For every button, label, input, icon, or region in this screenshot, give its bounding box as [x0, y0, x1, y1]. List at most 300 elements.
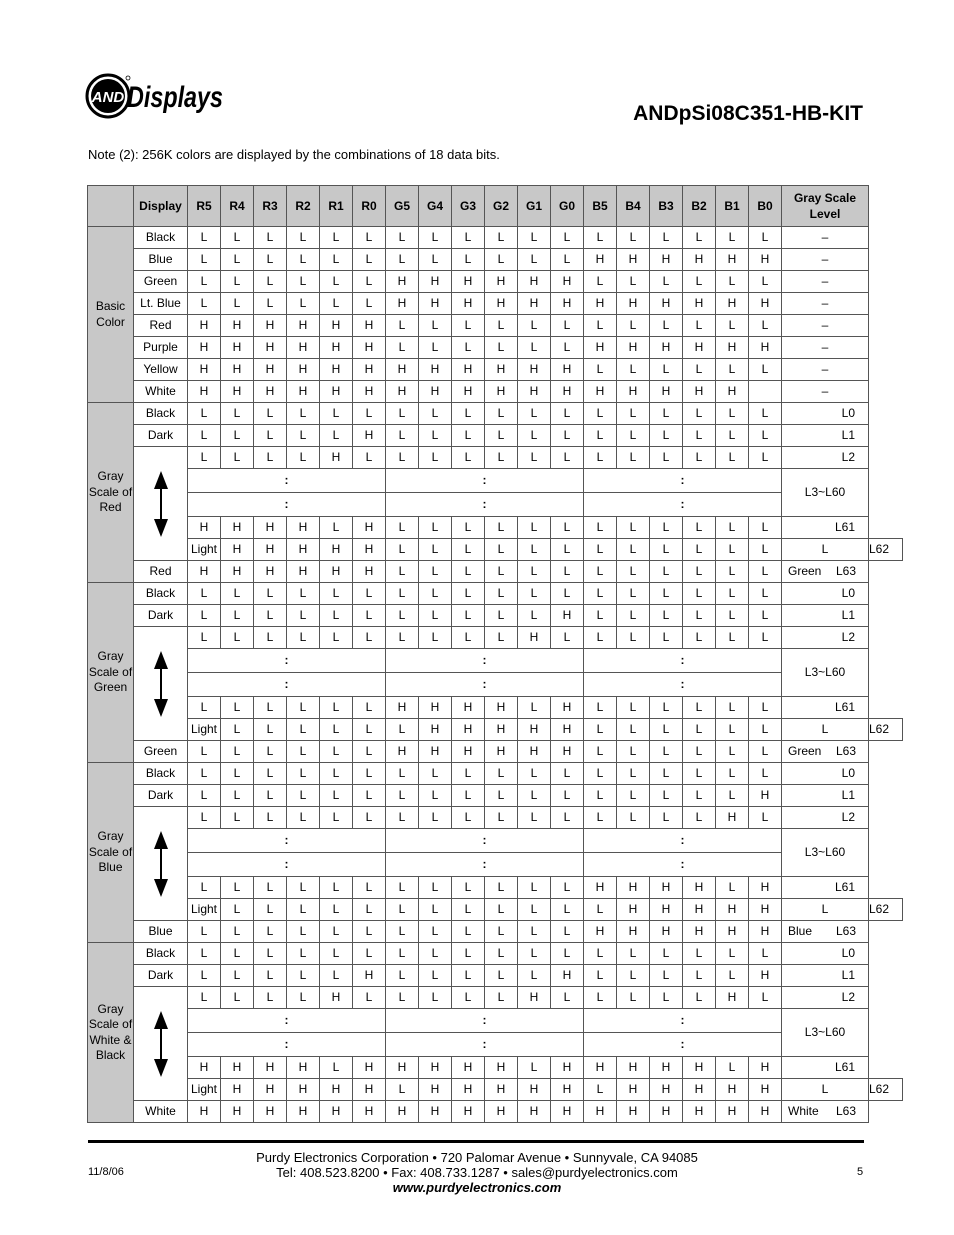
bit-cell: L — [419, 763, 452, 785]
bit-cell: L — [551, 227, 584, 249]
bit-cell: L — [584, 899, 617, 921]
bit-cell: L — [518, 877, 551, 899]
bit-cell: L — [188, 605, 221, 627]
bit-cell: H — [221, 539, 254, 561]
header-gray-scale-level: Gray Scale Level — [782, 186, 869, 227]
bit-cell: L — [320, 899, 353, 921]
table-row — [88, 561, 903, 583]
bit-cell: L — [188, 403, 221, 425]
bit-cell: L — [188, 271, 221, 293]
bit-cell: H — [386, 697, 419, 719]
bit-cell: L — [716, 741, 749, 763]
bit-cell: L — [353, 807, 386, 829]
table-row — [88, 517, 903, 539]
bit-cell: L — [617, 741, 650, 763]
display-cell: Black — [134, 227, 188, 249]
bit-cell: L — [287, 697, 320, 719]
level-cell: – — [782, 337, 869, 359]
bit-cell: L — [683, 785, 716, 807]
bit-cell: L — [452, 807, 485, 829]
bit-cell: L — [749, 807, 782, 829]
bit-cell: H — [254, 337, 287, 359]
level-value: L63 — [836, 744, 857, 758]
table-row — [88, 943, 903, 965]
bit-cell: L — [419, 337, 452, 359]
bit-cell: L — [716, 965, 749, 987]
header-bit: R5 — [188, 186, 221, 227]
bit-cell: H — [683, 899, 716, 921]
bit-cell: L — [221, 943, 254, 965]
bit-cell: L — [749, 403, 782, 425]
bit-cell: L — [683, 965, 716, 987]
bit-cell: H — [683, 381, 716, 403]
level-cell: L0 — [782, 763, 869, 785]
table-row — [88, 987, 903, 1009]
svg-text:Displays: Displays — [127, 81, 223, 114]
display-cell: Green — [134, 741, 188, 763]
display-cell: Lt. Blue — [134, 293, 188, 315]
bit-cell: L — [188, 627, 221, 649]
bit-cell: L — [485, 583, 518, 605]
bit-cell: L — [650, 943, 683, 965]
bit-cell: H — [617, 1101, 650, 1123]
bit-cell: L — [320, 877, 353, 899]
bit-cell: L — [353, 877, 386, 899]
bit-cell: L — [749, 605, 782, 627]
level-range-cell: L3~L60 — [782, 469, 869, 517]
bit-cell: H — [386, 1057, 419, 1079]
level-cell: L1 — [782, 965, 869, 987]
bit-cell: L — [518, 315, 551, 337]
bit-cell: L — [518, 899, 551, 921]
bit-cell: H — [320, 539, 353, 561]
table-row — [88, 763, 903, 785]
bit-cell: H — [320, 987, 353, 1009]
level-cell: L2 — [782, 627, 869, 649]
group-label: Gray Scale of Blue — [88, 763, 134, 943]
bit-cell: L — [650, 359, 683, 381]
bit-cell: L — [221, 987, 254, 1009]
bit-cell: L — [716, 1057, 749, 1079]
bit-cell: L — [584, 403, 617, 425]
bit-cell: H — [749, 785, 782, 807]
bit-cell: H — [221, 1057, 254, 1079]
bit-cell: L — [386, 987, 419, 1009]
bit-cell: L — [188, 877, 221, 899]
ellipsis-row — [88, 1009, 903, 1033]
bit-cell: L — [320, 293, 353, 315]
bit-cell: H — [551, 719, 584, 741]
bit-cell: L — [254, 271, 287, 293]
bit-cell: L — [287, 741, 320, 763]
table-row — [88, 315, 903, 337]
level-color-name: Green — [788, 564, 822, 578]
bit-cell: L — [188, 227, 221, 249]
bit-cell: L — [617, 315, 650, 337]
bit-cell: L — [518, 1057, 551, 1079]
bit-cell: H — [386, 741, 419, 763]
bit-cell: L — [287, 293, 320, 315]
bit-cell: L — [551, 561, 584, 583]
bit-cell: H — [419, 1079, 452, 1101]
bit-cell: H — [254, 1057, 287, 1079]
bit-cell: L — [617, 627, 650, 649]
and-displays-logo — [86, 68, 226, 124]
bit-cell: H — [287, 381, 320, 403]
bit-cell: L — [386, 921, 419, 943]
bit-cell: L — [683, 741, 716, 763]
bit-cell: L — [617, 227, 650, 249]
bit-cell: H — [386, 1101, 419, 1123]
bit-cell: H — [551, 965, 584, 987]
footer-contact: Tel: 408.523.8200 • Fax: 408.733.1287 • sales@purdyelectronics.com — [276, 1165, 678, 1180]
bit-cell: L — [221, 627, 254, 649]
bit-cell: L — [221, 785, 254, 807]
bit-cell: L — [452, 877, 485, 899]
bit-cell: L — [716, 583, 749, 605]
bit-cell: L — [452, 965, 485, 987]
bit-cell: H — [617, 293, 650, 315]
bit-cell: H — [617, 1057, 650, 1079]
bit-cell: L — [485, 965, 518, 987]
bit-cell: L — [254, 697, 287, 719]
bit-cell: H — [353, 381, 386, 403]
bit-cell: L — [518, 539, 551, 561]
table-row — [88, 447, 903, 469]
table-row — [88, 719, 903, 741]
bit-cell: L — [254, 965, 287, 987]
bit-cell: L — [452, 921, 485, 943]
bit-cell: L — [386, 943, 419, 965]
bit-cell: L — [254, 605, 287, 627]
bit-cell: H — [584, 249, 617, 271]
level-value: L63 — [836, 924, 857, 938]
level-cell: L0 — [782, 583, 869, 605]
display-cell: Dark — [134, 425, 188, 447]
bit-cell: H — [485, 271, 518, 293]
bit-cell: L — [683, 719, 716, 741]
ellipsis-cell: : — [188, 649, 386, 673]
bit-cell: L — [221, 921, 254, 943]
bit-cell: H — [353, 337, 386, 359]
bit-cell: H — [254, 561, 287, 583]
bit-cell: L — [287, 447, 320, 469]
bit-cell: L — [650, 271, 683, 293]
bit-cell: H — [584, 1101, 617, 1123]
bit-cell: L — [485, 785, 518, 807]
bit-cell: H — [650, 1079, 683, 1101]
bit-cell: H — [584, 921, 617, 943]
bit-cell: L — [386, 249, 419, 271]
bit-cell: H — [716, 1079, 749, 1101]
bit-cell: H — [650, 381, 683, 403]
level-cell — [782, 921, 869, 943]
bit-cell: H — [452, 381, 485, 403]
bit-cell: H — [485, 1101, 518, 1123]
bit-cell: H — [551, 293, 584, 315]
bit-cell: L — [617, 807, 650, 829]
display-cell: Blue — [134, 249, 188, 271]
bit-cell: L — [584, 763, 617, 785]
bit-cell: L — [221, 807, 254, 829]
bit-cell: L — [419, 605, 452, 627]
bit-cell: L — [188, 807, 221, 829]
bit-cell: L — [584, 425, 617, 447]
bit-cell: L — [353, 697, 386, 719]
bit-cell: H — [452, 1079, 485, 1101]
bit-cell: L — [287, 719, 320, 741]
bit-cell: H — [716, 381, 749, 403]
bit-cell: L — [650, 539, 683, 561]
bit-cell: H — [518, 1079, 551, 1101]
level-range-cell: L3~L60 — [782, 1009, 869, 1057]
bit-cell: L — [683, 271, 716, 293]
bit-cell: L — [551, 877, 584, 899]
bit-cell: H — [749, 877, 782, 899]
bit-cell: L — [683, 987, 716, 1009]
bit-cell: H — [452, 293, 485, 315]
bit-cell: L — [650, 763, 683, 785]
footer-address: Purdy Electronics Corporation • 720 Palomar Avenue • Sunnyvale, CA 94085 — [256, 1150, 698, 1165]
bit-cell: L — [188, 921, 221, 943]
bit-cell: L — [584, 697, 617, 719]
arrow-cell — [134, 807, 188, 921]
bit-cell: L — [650, 315, 683, 337]
bit-cell: L — [221, 697, 254, 719]
bit-cell: H — [551, 1101, 584, 1123]
bit-cell: L — [419, 877, 452, 899]
bit-cell: H — [617, 381, 650, 403]
bit-cell: L — [650, 447, 683, 469]
bit-cell: L — [353, 447, 386, 469]
bit-cell: L — [683, 315, 716, 337]
bit-cell: L — [650, 627, 683, 649]
bit-cell: L — [551, 249, 584, 271]
bit-cell: L — [386, 899, 419, 921]
bit-cell: L — [188, 987, 221, 1009]
bit-cell: L — [419, 447, 452, 469]
bit-cell: L — [617, 583, 650, 605]
header-bit: G2 — [485, 186, 518, 227]
bit-cell: L — [320, 965, 353, 987]
table-row — [88, 627, 903, 649]
level-cell: – — [782, 271, 869, 293]
bit-cell: L — [419, 807, 452, 829]
bit-cell: H — [254, 539, 287, 561]
bit-cell: L — [716, 697, 749, 719]
bit-cell: H — [518, 627, 551, 649]
level-cell: L62 — [869, 899, 903, 921]
footer-rule — [88, 1140, 864, 1143]
bit-cell: L — [254, 249, 287, 271]
bit-cell: L — [452, 987, 485, 1009]
bit-cell: H — [386, 381, 419, 403]
group-label: Gray Scale of Red — [88, 403, 134, 583]
bit-cell: L — [716, 425, 749, 447]
bit-cell: H — [617, 249, 650, 271]
bit-cell: L — [716, 517, 749, 539]
bit-cell: L — [287, 785, 320, 807]
bit-cell: H — [551, 1057, 584, 1079]
bit-cell: L — [353, 741, 386, 763]
ellipsis-cell: : — [584, 469, 782, 493]
bit-cell: L — [386, 539, 419, 561]
bit-cell: L — [518, 337, 551, 359]
bit-cell: L — [188, 249, 221, 271]
bit-cell: L — [386, 877, 419, 899]
ellipsis-cell: : — [584, 1009, 782, 1033]
bit-cell: L — [749, 227, 782, 249]
bit-cell: H — [551, 741, 584, 763]
bit-cell: L — [386, 447, 419, 469]
bit-cell: H — [188, 381, 221, 403]
bit-cell: H — [650, 293, 683, 315]
bit-cell: L — [221, 271, 254, 293]
bit-cell: L — [188, 697, 221, 719]
display-cell: Dark — [134, 965, 188, 987]
up-down-arrow-icon — [154, 651, 168, 717]
bit-cell: L — [320, 227, 353, 249]
ellipsis-row — [88, 673, 903, 697]
bit-cell: H — [518, 719, 551, 741]
bit-cell: L — [287, 627, 320, 649]
bit-cell: L — [749, 719, 782, 741]
table-row — [88, 425, 903, 447]
bit-cell: H — [683, 249, 716, 271]
level-cell: L62 — [869, 1079, 903, 1101]
bit-cell: L — [584, 1079, 617, 1101]
bit-cell: H — [452, 741, 485, 763]
bit-cell: H — [353, 1057, 386, 1079]
level-cell: L2 — [782, 807, 869, 829]
bit-cell: H — [485, 1079, 518, 1101]
ellipsis-cell: : — [386, 469, 584, 493]
bit-cell: H — [320, 359, 353, 381]
level-range-cell: L3~L60 — [782, 829, 869, 877]
bit-cell: L — [452, 899, 485, 921]
bit-cell: H — [584, 337, 617, 359]
bit-cell: H — [353, 561, 386, 583]
bit-cell: H — [254, 1079, 287, 1101]
bit-cell: L — [485, 605, 518, 627]
bit-cell: H — [221, 1101, 254, 1123]
bit-cell: H — [650, 1101, 683, 1123]
level-color-name: Green — [788, 744, 822, 758]
level-cell: L1 — [782, 785, 869, 807]
bit-cell: H — [254, 381, 287, 403]
bit-cell: L — [485, 877, 518, 899]
bit-cell: H — [188, 517, 221, 539]
table-row — [88, 227, 903, 249]
bit-cell: L — [584, 359, 617, 381]
level-color-name: White — [788, 1104, 819, 1118]
bit-cell: H — [617, 899, 650, 921]
bit-cell: L — [452, 315, 485, 337]
bit-cell: H — [188, 561, 221, 583]
bit-cell: H — [683, 1079, 716, 1101]
bit-cell: L — [386, 561, 419, 583]
bit-cell: H — [716, 337, 749, 359]
bit-cell: H — [287, 359, 320, 381]
bit-cell: L — [254, 877, 287, 899]
bit-cell: L — [551, 539, 584, 561]
display-cell: Red — [134, 561, 188, 583]
bit-cell: L — [551, 315, 584, 337]
level-cell: – — [782, 249, 869, 271]
bit-cell: L — [320, 785, 353, 807]
bit-cell: L — [287, 403, 320, 425]
bit-cell: L — [254, 899, 287, 921]
table-row — [88, 921, 903, 943]
bit-cell: H — [749, 1079, 782, 1101]
group-label: Gray Scale of Green — [88, 583, 134, 763]
bit-cell: L — [221, 249, 254, 271]
bit-cell: H — [320, 381, 353, 403]
bit-cell: L — [452, 605, 485, 627]
bit-cell: L — [287, 965, 320, 987]
bit-cell: L — [683, 425, 716, 447]
level-cell — [782, 741, 869, 763]
bit-cell: H — [518, 271, 551, 293]
display-cell: Light — [188, 899, 221, 921]
display-cell: Blue — [134, 921, 188, 943]
bit-cell: L — [485, 921, 518, 943]
bit-cell: L — [716, 785, 749, 807]
bit-cell: L — [386, 227, 419, 249]
bit-cell: L — [716, 403, 749, 425]
bit-cell: H — [320, 1079, 353, 1101]
bit-cell: L — [716, 943, 749, 965]
header-bit: B5 — [584, 186, 617, 227]
bit-cell: L — [485, 807, 518, 829]
bit-cell: L — [650, 517, 683, 539]
level-cell: – — [782, 315, 869, 337]
group-label: Gray Scale of White & Black — [88, 943, 134, 1123]
bit-cell: H — [518, 987, 551, 1009]
display-cell: Light — [188, 1079, 221, 1101]
bit-cell: L — [353, 605, 386, 627]
bit-cell: H — [485, 697, 518, 719]
bit-cell: L — [551, 943, 584, 965]
bit-cell: H — [254, 517, 287, 539]
group-label: Basic Color — [88, 227, 134, 403]
bit-cell: L — [353, 987, 386, 1009]
bit-cell: L — [188, 965, 221, 987]
bit-cell: H — [287, 337, 320, 359]
bit-cell: L — [485, 447, 518, 469]
ellipsis-cell: : — [188, 829, 386, 853]
color-data-table — [87, 185, 903, 1123]
bit-cell: H — [485, 719, 518, 741]
bit-cell: L — [617, 271, 650, 293]
bit-cell: L — [188, 785, 221, 807]
bit-cell: H — [221, 337, 254, 359]
display-cell: Green — [134, 271, 188, 293]
bit-cell: L — [221, 965, 254, 987]
footer-website[interactable]: www.purdyelectronics.com — [392, 1180, 562, 1195]
bit-cell: L — [584, 719, 617, 741]
bit-cell: L — [287, 899, 320, 921]
bit-cell: H — [221, 359, 254, 381]
bit-cell: L — [485, 763, 518, 785]
bit-cell: H — [419, 1057, 452, 1079]
bit-cell: L — [782, 899, 869, 921]
bit-cell: H — [353, 359, 386, 381]
bit-cell: H — [749, 337, 782, 359]
bit-cell: L — [419, 315, 452, 337]
bit-cell: L — [683, 583, 716, 605]
bit-cell: L — [518, 447, 551, 469]
